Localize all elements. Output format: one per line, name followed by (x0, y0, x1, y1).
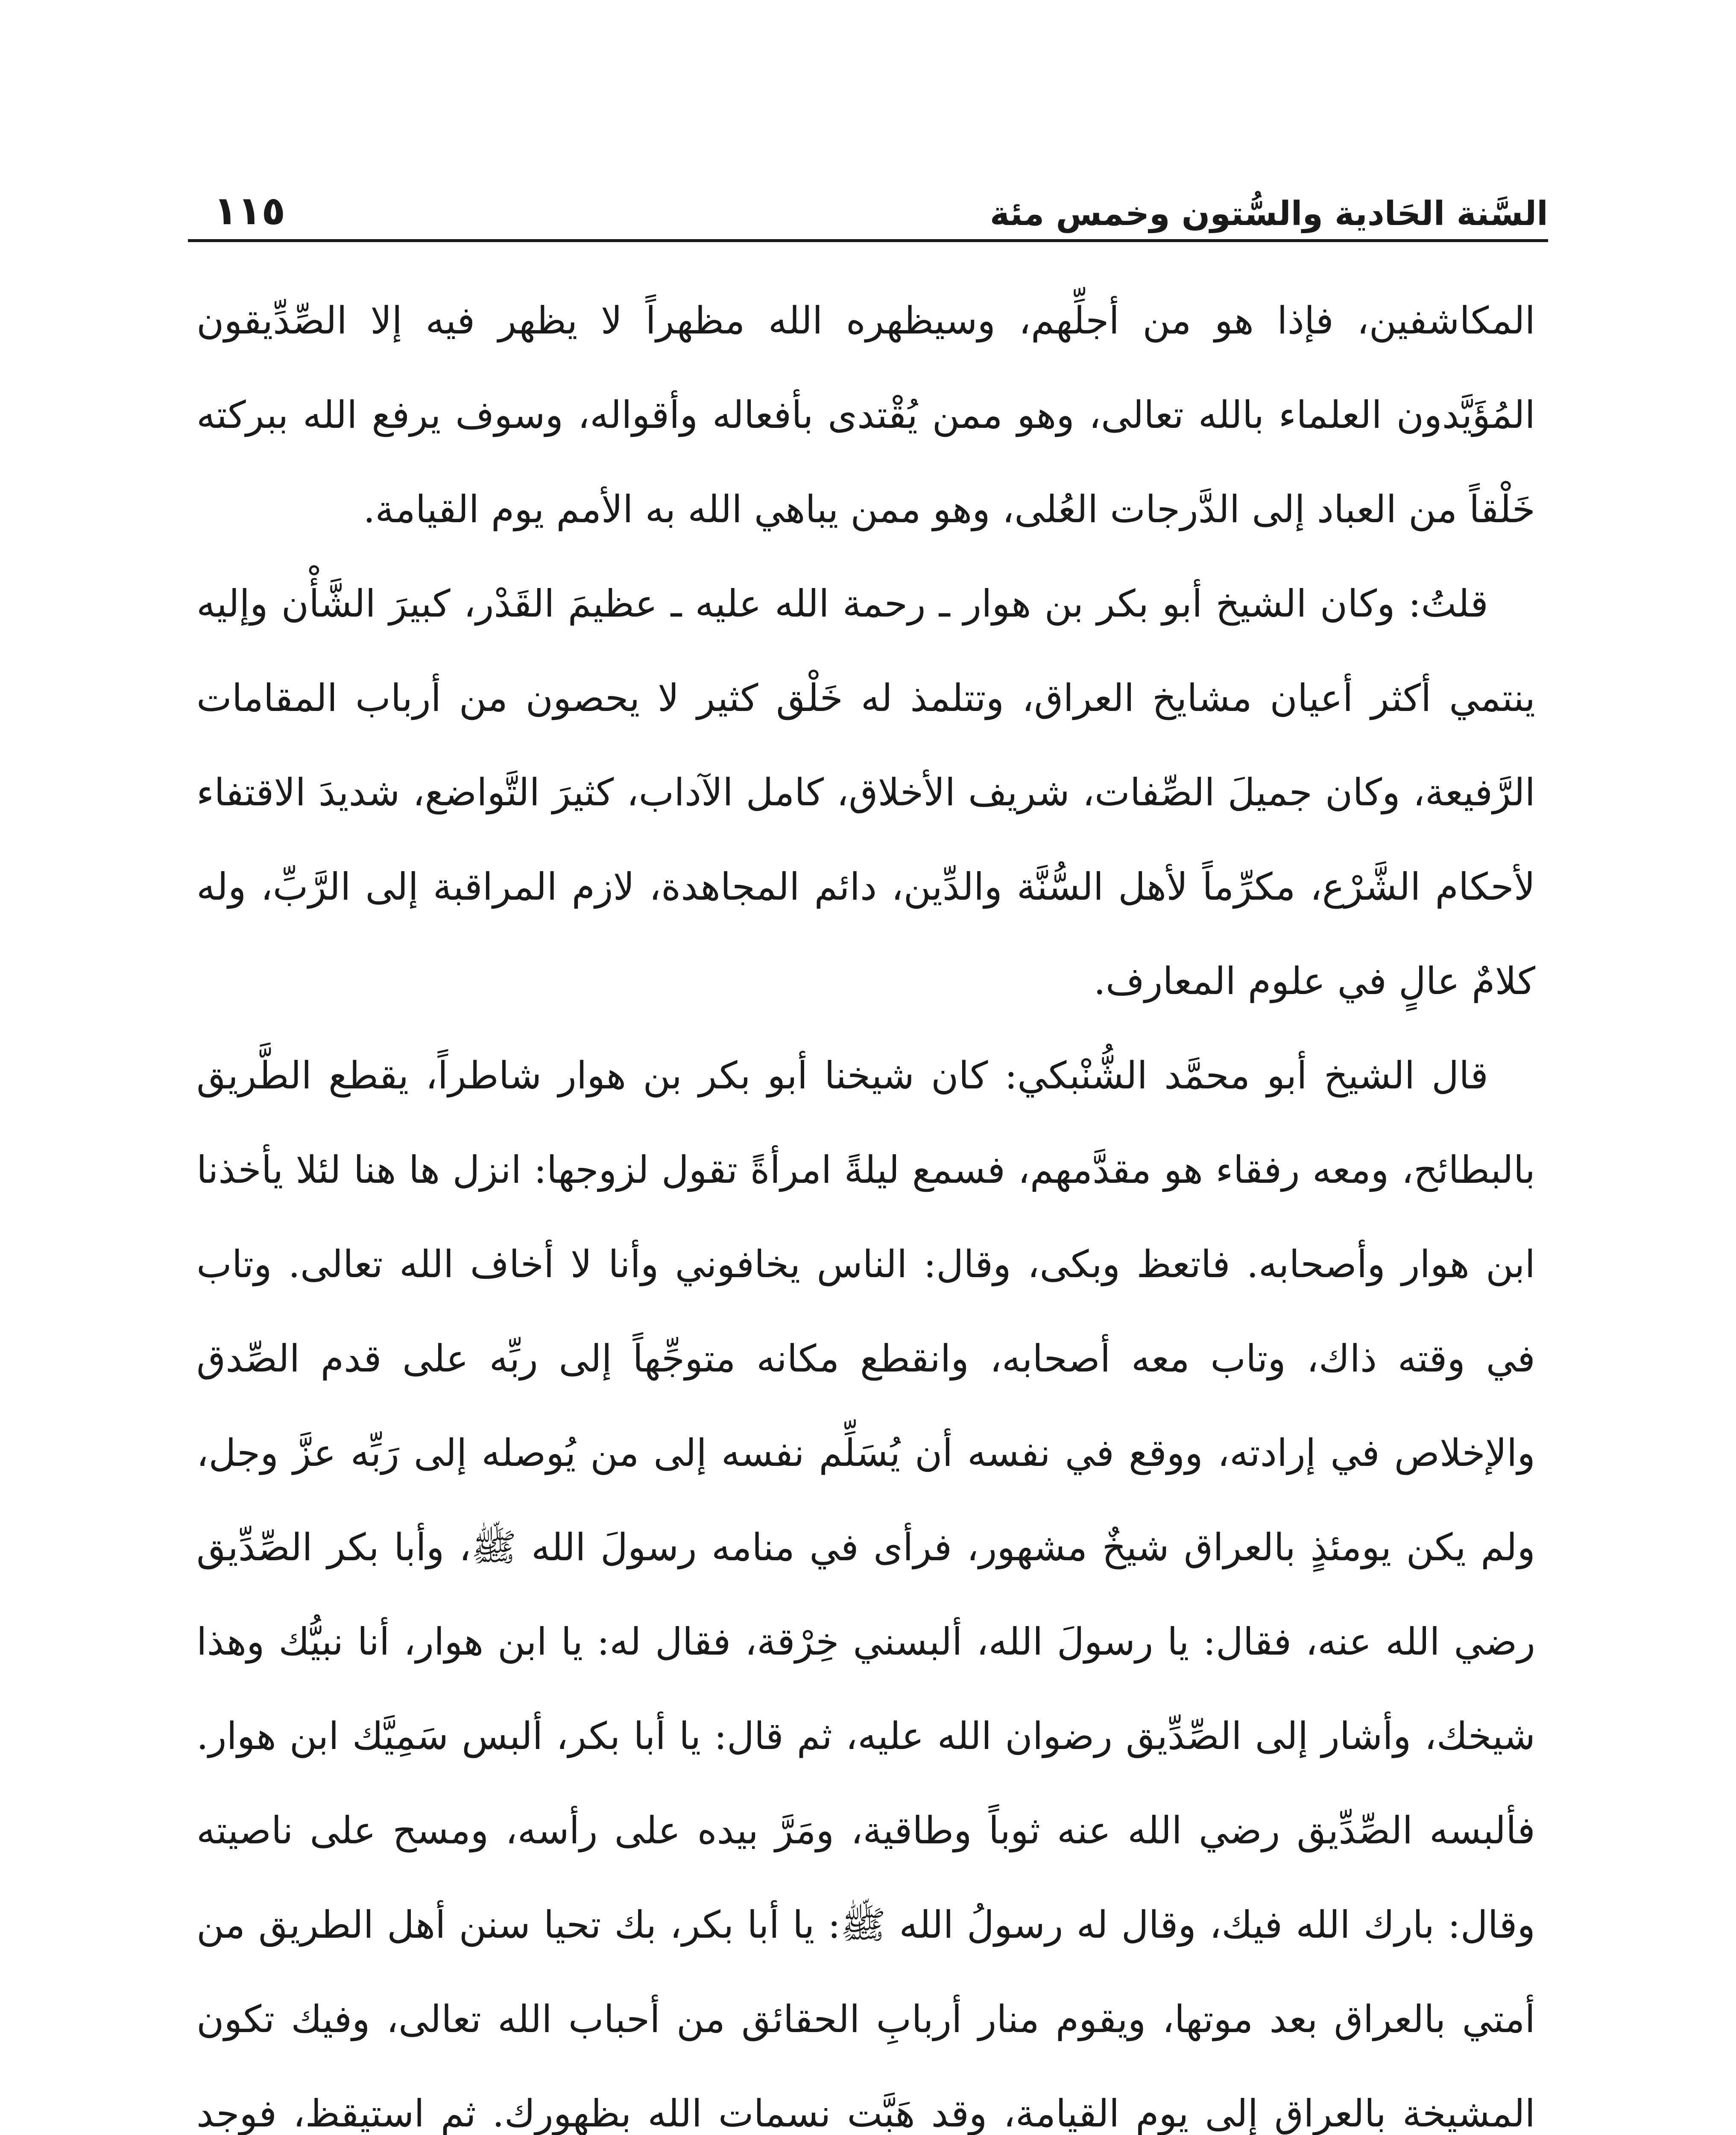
header-divider (188, 239, 1548, 242)
paragraph-ibn-hawwar-description: قلتُ: وكان الشيخ أبو بكر بن هوار ـ رحمة الله عليه ـ عظيمَ القَدْر، كبيرَ الشَّأْن وإليه ينتمي أكثر أعيان مشايخ العراق، وتتلمذ له خَلْق كثير لا يحصون من أرباب المقامات الرَّفيعة، وكان جميلَ الصِّفات، شريف الأخلاق، كامل الآداب، كثيرَ التَّواضع، شديدَ الاقتفاء لأحكام الشَّرْع، مكرِّماً لأهل السُّنَّة والدِّين، دائم المجاهدة، لازم المراقبة إلى الرَّبِّ، وله كلامٌ عالٍ في علوم المعارف. (196, 582, 1535, 1003)
paragraph-shunbuki-narration: قال الشيخ أبو محمَّد الشُّنْبكي: كان شيخنا أبو بكر بن هوار شاطراً، يقطع الطَّريق بالبطائح، ومعه رفقاء هو مقدَّمهم، فسمع ليلةً امرأةً تقول لزوجها: انزل ها هنا لئلا يأخذنا ابن هوار وأصحابه. فاتعظ وبكى، وقال: الناس يخافوني وأنا لا أخاف الله تعالى. وتاب في وقته ذاك، وتاب معه أصحابه، وانقطع مكانه متوجِّهاً إلى ربِّه على قدم الصِّدق والإخلاص في إرادته، ووقع في نفسه أن يُسَلِّم نفسه إلى من يُوصله إلى رَبِّه عزَّ وجل، ولم يكن يومئذٍ بالعراق شيخٌ مشهور، فرأى في منامه رسولَ الله ﷺ، وأبا بكر الصِّدِّيق رضي الله عنه، فقال: يا رسولَ الله، ألبسني خِرْقة، فقال له: يا ابن هوار، أنا نبيُّك وهذا شيخك، وأشار إلى الصِّدِّيق رضوان الله عليه، ثم قال: يا أبا بكر، ألبس سَمِيَّك ابن هوار. فألبسه الصِّدِّيق رضي الله عنه ثوباً وطاقية، ومَرَّ بيده على رأسه، ومسح على ناصيته وقال: بارك الله فيك، وقال له رسولُ الله ﷺ: يا أبا بكر، بك تحيا سنن أهل الطريق من أمتي بالعراق بعد موتها، ويقوم منار أربابِ الحقائق من أحباب الله تعالى، وفيك تكون المشيخة بالعراق إلى يوم القيامة، وقد هَبَّت نسمات الله بظهورك. ثم استيقظ، فوجد (196, 1053, 1536, 2135)
page-number: ١١٥ (214, 188, 286, 234)
body-text (196, 273, 1535, 2135)
paragraph-continuation: المكاشفين، فإذا هو من أجلِّهم، وسيظهره الله مظهراً لا يظهر فيه إلا الصِّدِّيقون المُؤَيَّدون العلماء بالله تعالى، وهو ممن يُقْتدى بأفعاله وأقواله، وسوف يرفع الله ببركته خَلْقاً من العباد إلى الدَّرجات العُلى، وهو ممن يباهي الله به الأمم يوم القيامة. (196, 298, 1535, 531)
chapter-title: السَّنة الحَادية والسُّتون وخمس مئة (989, 195, 1548, 233)
running-header (214, 167, 1548, 234)
